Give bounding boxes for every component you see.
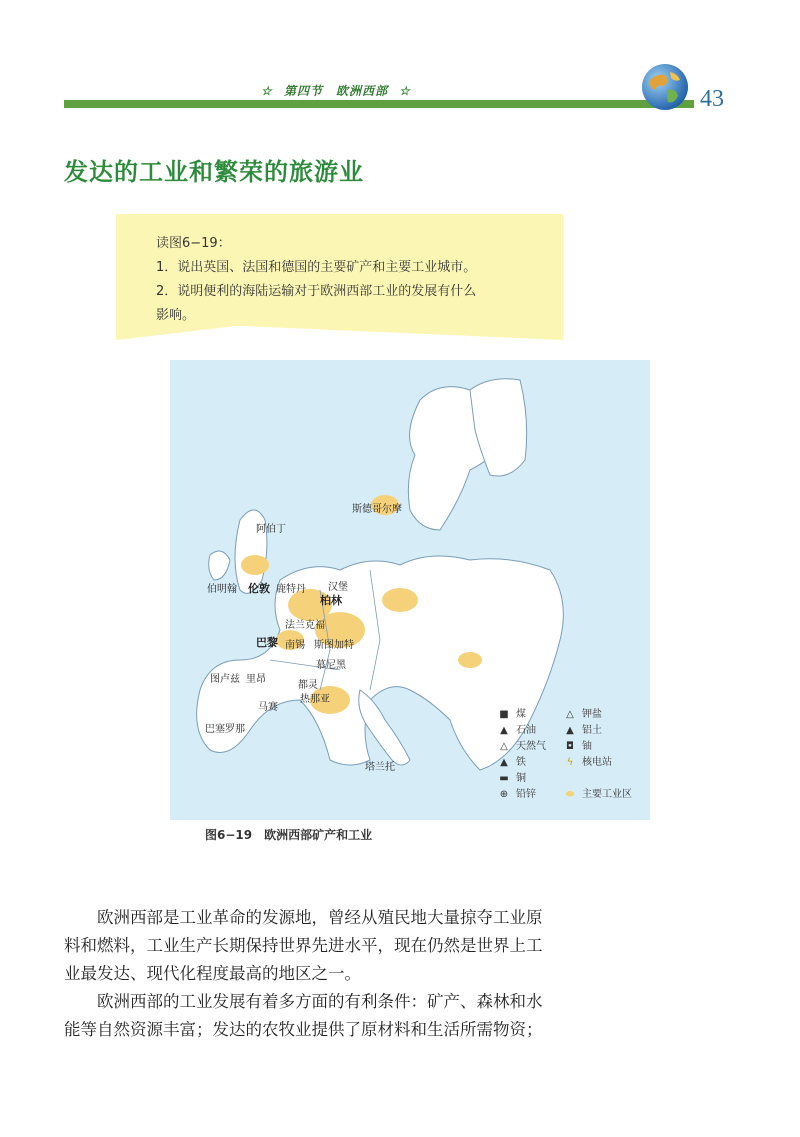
activity-intro: 读图6−19： (156, 236, 231, 251)
industrial-zone-east (458, 652, 482, 668)
triangle-hatched-icon: ▲ (566, 725, 574, 736)
legend-bauxite: ▲ 铝土 (564, 721, 602, 736)
industrial-zone-england (241, 555, 269, 575)
paragraph-1-line-1: 欧洲西部是工业革命的发源地，曾经从殖民地大量掠夺工业原 (97, 908, 543, 927)
legend-potash: △ 钾盐 (564, 705, 602, 720)
city-label: 热那亚 (300, 694, 330, 705)
city-label: 阿伯丁 (256, 524, 286, 535)
globe-icon (640, 62, 690, 112)
paragraph-1-line-3: 业最发达、现代化程度最高的地区之一。 (64, 964, 361, 983)
city-label: 斯图加特 (314, 640, 354, 651)
city-label: 慕尼黑 (316, 660, 346, 671)
legend-copper: ▬ 铜 (499, 773, 526, 784)
city-label: 巴塞罗那 (205, 724, 245, 735)
city-label: 柏林 (320, 594, 342, 607)
section-label: 第四节 欧洲西部 (283, 84, 388, 98)
lightning-icon: ϟ (566, 757, 574, 768)
city-label: 鹿特丹 (276, 584, 306, 595)
star-icon: ☆ (399, 84, 411, 98)
oil-derrick-icon: ▲ (500, 725, 508, 736)
activity-question-2: 2．说明便利的海陆运输对于欧洲西部工业的发展有什么 (156, 284, 477, 299)
activity-question-1: 1．说出英国、法国和德国的主要矿产和主要工业城市。 (156, 260, 477, 275)
activity-question-2-cont: 影响。 (156, 308, 196, 323)
city-label: 伯明翰 (207, 584, 237, 595)
city-label: 塔兰托 (365, 762, 395, 773)
square-dot-icon: ◘ (566, 741, 574, 752)
city-label: 都灵 (298, 680, 318, 691)
star-icon: ☆ (261, 84, 273, 98)
page-number: 43 (700, 86, 724, 112)
header-rule (64, 100, 694, 108)
figure-caption: 图6−19 欧洲西部矿产和工业 (205, 828, 373, 842)
city-label: 马赛 (258, 702, 278, 713)
city-label: 法兰克福 (285, 620, 325, 631)
legend-uranium: ◘ 铀 (564, 737, 592, 752)
gas-derrick-icon: △ (500, 741, 508, 752)
city-label: 图卢兹 (210, 674, 240, 685)
paragraph-2-line-2: 能等自然资源丰富；发达的农牧业提供了原材料和生活所需物资； (64, 1020, 543, 1039)
city-label: 巴黎 (256, 636, 278, 649)
legend-gas: △ 天然气 (498, 737, 546, 752)
city-label: 伦敦 (248, 582, 270, 595)
note-fold (116, 326, 236, 340)
legend-nuclear: ϟ 核电站 (564, 753, 612, 768)
industrial-zone-swatch-icon: ⬬ (565, 789, 575, 800)
legend-lead-zinc: ⊕ 铅锌 (499, 789, 536, 800)
legend-iron: ▲ 铁 (498, 753, 526, 768)
section-title: 发达的工业和繁荣的旅游业 (64, 158, 364, 186)
circle-plus-icon: ⊕ (499, 789, 509, 800)
note-fold (243, 326, 563, 340)
running-header (255, 82, 417, 99)
industrial-zone-berlin (382, 588, 418, 612)
city-label: 汉堡 (328, 582, 348, 593)
legend-industrial: ⬬ 主要工业区 (565, 789, 632, 800)
paragraph-2-line-1: 欧洲西部的工业发展有着多方面的有利条件：矿产、森林和水 (97, 992, 543, 1011)
bar-icon: ▬ (499, 773, 509, 784)
legend-oil: ▲ 石油 (498, 721, 536, 736)
city-label: 里昂 (246, 674, 266, 685)
legend-coal: ■ 煤 (499, 709, 526, 720)
city-label: 斯德哥尔摩 (352, 504, 402, 515)
triangle-outline-icon: △ (566, 709, 574, 720)
city-label: 南锡 (285, 640, 305, 651)
paragraph-1-line-2: 料和燃料，工业生产长期保持世界先进水平，现在仍然是世界上工 (64, 936, 543, 955)
activity-box (116, 214, 563, 326)
square-icon: ■ (499, 709, 509, 720)
triangle-icon: ▲ (500, 757, 508, 768)
